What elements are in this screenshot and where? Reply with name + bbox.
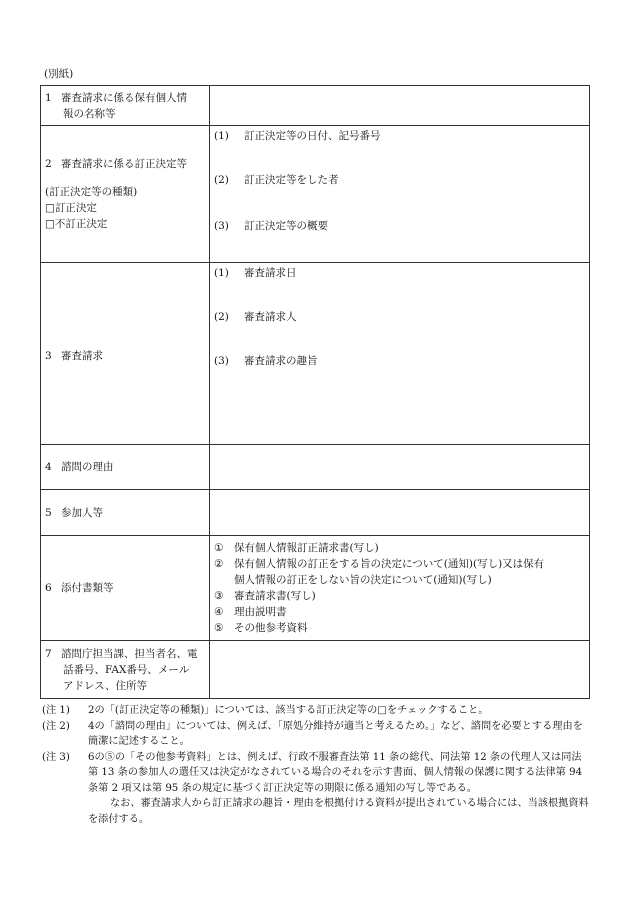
row1-number: 1 — [45, 91, 52, 104]
note-2-text: 4の「諮問の理由」については、例えば、「原処分維持が適当と考えるため。」など、諮問を必要とする理由を簡潔に記述すること。 — [88, 720, 583, 747]
decision-type-heading: (訂正決定等の種類) — [45, 186, 138, 198]
row-participants — [41, 490, 590, 536]
row-review-request — [41, 263, 590, 445]
row6-label-cell — [41, 536, 210, 641]
row-personal-info-name — [41, 86, 590, 126]
row-consultation-reason — [41, 445, 590, 490]
row3-item-1: (1) 審査請求日 — [214, 267, 297, 279]
consultation-form-table — [40, 85, 590, 699]
row3-label-cell — [41, 263, 210, 445]
row7-label-line1: 諮問庁担当課、担当者名、電 — [61, 647, 198, 660]
attached-doc-2-cont: 個人情報の訂正をしない旨の決定について(通知)(写し) — [234, 574, 492, 586]
row2-label: 審査請求に係る訂正決定等 — [61, 158, 187, 170]
row4-label: 諮問の理由 — [61, 461, 114, 473]
row2-value-cell[interactable] — [210, 126, 590, 263]
note-2 — [42, 719, 590, 750]
notes-section — [42, 703, 590, 827]
row3-number: 3 — [45, 349, 52, 362]
row1-label-line2: 報の名称等 — [63, 107, 116, 120]
row7-value-cell[interactable] — [210, 641, 590, 699]
row6-value-cell[interactable] — [210, 536, 590, 641]
row5-label: 参加人等 — [61, 506, 103, 519]
row1-label-line1: 審査請求に係る保有個人情 — [61, 91, 187, 104]
row7-label-cell — [41, 641, 210, 699]
attached-doc-4: ④ 理由説明書 — [214, 606, 287, 618]
row2-number: 2 — [45, 158, 52, 170]
row1-label-cell — [41, 86, 210, 126]
row3-item-3: (3) 審査請求の趣旨 — [214, 355, 318, 367]
attached-doc-1: ① 保有個人情報訂正請求書(写し) — [214, 542, 379, 554]
checkbox-non-correction-decision[interactable]: □不訂正決定 — [45, 218, 108, 230]
row4-value-cell[interactable] — [210, 445, 590, 490]
row3-item-2: (2) 審査請求人 — [214, 311, 297, 323]
note-3-label: (注 3) — [42, 751, 70, 763]
row7-number: 7 — [45, 647, 52, 660]
note-2-label: (注 2) — [42, 720, 70, 732]
row-correction-decision — [41, 126, 590, 263]
row2-item-1: (1) 訂正決定等の日付、記号番号 — [214, 130, 381, 142]
checkbox-correction-decision[interactable]: □訂正決定 — [45, 202, 97, 214]
row7-label-line3: アドレス、住所等 — [63, 679, 147, 692]
attached-doc-5: ⑤ その他参考資料 — [214, 622, 308, 634]
attachment-label: (別紙) — [44, 68, 74, 80]
row2-label-cell — [41, 126, 210, 263]
row4-number: 4 — [45, 461, 52, 473]
row3-value-cell[interactable] — [210, 263, 590, 445]
row2-item-2: (2) 訂正決定等をした者 — [214, 174, 339, 186]
row5-number: 5 — [45, 506, 52, 519]
row5-label-cell — [41, 490, 210, 536]
row6-number: 6 — [45, 582, 52, 594]
row7-label-line2: 話番号、FAX番号、メール — [63, 663, 190, 676]
attached-doc-2: ② 保有個人情報の訂正をする旨の決定について(通知)(写し)又は保有 — [214, 558, 545, 570]
row-contact-info — [41, 641, 590, 699]
note-1-text: 2の「(訂正決定等の種類)」については、該当する訂正決定等の□をチェックすること。 — [88, 705, 489, 716]
row2-item-3: (3) 訂正決定等の概要 — [214, 220, 328, 232]
row-attached-documents — [41, 536, 590, 641]
row6-label: 添付書類等 — [61, 582, 114, 594]
note-3 — [42, 750, 590, 797]
row3-label: 審査請求 — [61, 349, 103, 362]
note-3-continuation: なお、審査請求人から訂正請求の趣旨・理由を根拠付ける資料が提出されている場合には、当該根拠資料を添付する。 — [88, 798, 589, 825]
row4-label-cell — [41, 445, 210, 490]
attached-doc-3: ③ 審査請求書(写し) — [214, 590, 316, 602]
note-3-text: 6の⑤の「その他参考資料」とは、例えば、行政不服審査法第 11 条の総代、同法第 12 条の代理人又は同法第 13 条の参加人の選任又は決定がなされている場合のそれを示す書面、個人情報の保護に関する法律第 94 条第 2 項又は第 95 条の規定に基づく訂正決定等の期限に係る通知の写し等である。 — [88, 751, 583, 794]
note-1 — [42, 703, 590, 719]
row5-value-cell[interactable] — [210, 490, 590, 536]
row1-value-cell[interactable] — [210, 86, 590, 126]
note-1-label: (注 1) — [42, 705, 70, 716]
